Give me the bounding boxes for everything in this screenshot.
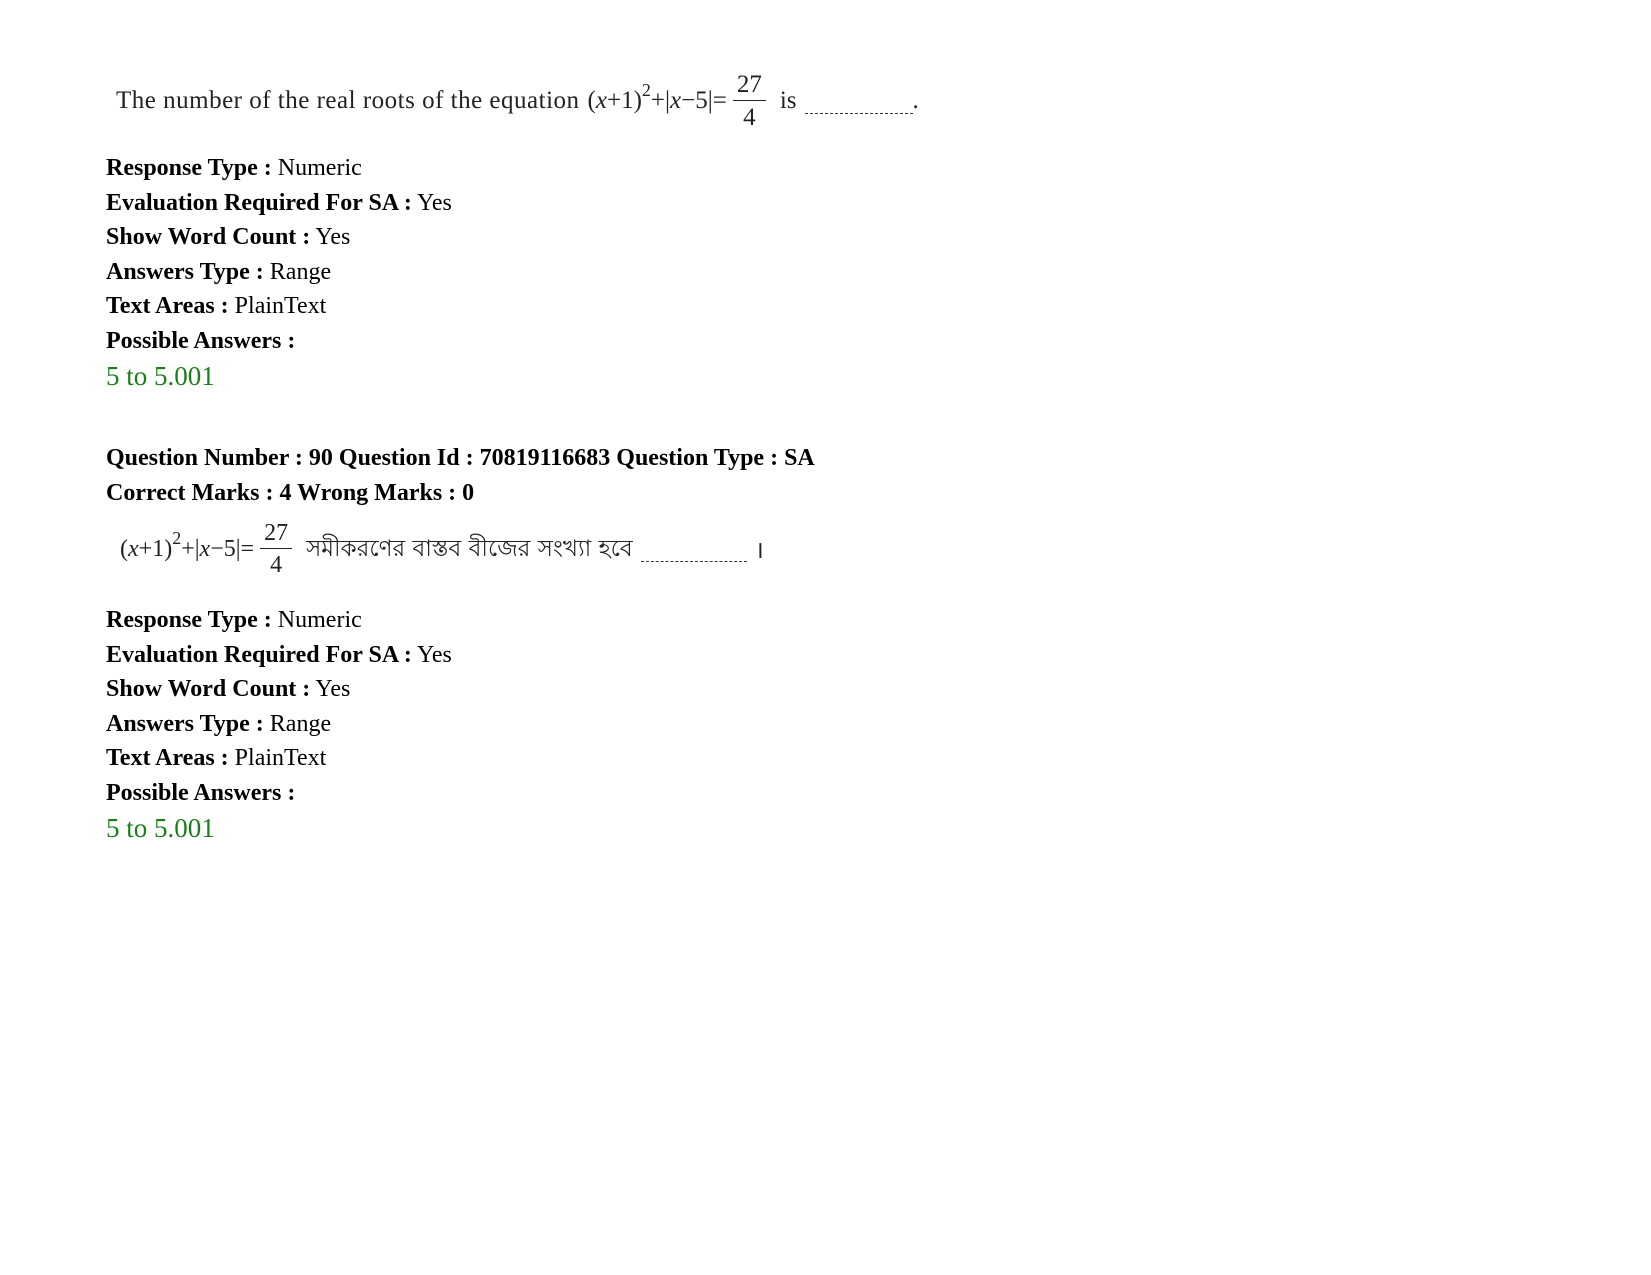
- question-1-fraction: $\frac{27}{4}$: [733, 72, 766, 130]
- question-2-header: [106, 441, 815, 511]
- question-1-suffix: is: [779, 87, 797, 114]
- question-1-meta: [106, 151, 452, 394]
- question-2-blank-end: ।: [754, 537, 764, 564]
- question-2-meta: [106, 603, 452, 846]
- question-2-fraction: $\frac{27}{4}$: [260, 521, 292, 577]
- meta-evaluation-required: Evaluation Required For SA : Yes: [106, 641, 452, 668]
- meta-show-word-count: Show Word Count : Yes: [106, 676, 351, 702]
- question-1-blank: [805, 109, 913, 114]
- meta-response-type: Response Type : Numeric: [106, 607, 362, 633]
- meta-text-areas: Text Areas : PlainText: [106, 293, 327, 319]
- question-1-image: [116, 66, 919, 136]
- meta-possible-answers: Possible Answers :: [106, 779, 296, 806]
- question-1-blank-end: .: [912, 87, 919, 114]
- possible-answer-value: 5 to 5.001: [106, 813, 215, 843]
- question-2-bengali-text: সমীকরণের বাস্তব বীজের সংখ্যা হবে: [306, 535, 633, 562]
- meta-response-type: Response Type : Numeric: [106, 155, 362, 181]
- meta-answers-type: Answers Type : Range: [106, 258, 332, 285]
- meta-text-areas: Text Areas : PlainText: [106, 745, 327, 771]
- question-1-equation: $(x+1)^2+|x-5|=$: [587, 80, 727, 114]
- question-number-line: Question Number : 90 Question Id : 70819116683 Question Type : SA: [106, 445, 815, 471]
- meta-possible-answers: Possible Answers :: [106, 327, 296, 354]
- question-2-blank: [641, 557, 747, 562]
- marks-line: Correct Marks : 4 Wrong Marks : 0: [106, 480, 475, 506]
- question-1-text: The number of the real roots of the equation: [116, 87, 580, 114]
- question-2-equation: $(x+1)^2+|x-5|=$: [120, 527, 255, 562]
- meta-show-word-count: Show Word Count : Yes: [106, 224, 351, 250]
- question-2-image: [120, 516, 764, 582]
- meta-evaluation-required: Evaluation Required For SA : Yes: [106, 189, 452, 216]
- possible-answer-value: 5 to 5.001: [106, 361, 215, 391]
- meta-answers-type: Answers Type : Range: [106, 710, 332, 737]
